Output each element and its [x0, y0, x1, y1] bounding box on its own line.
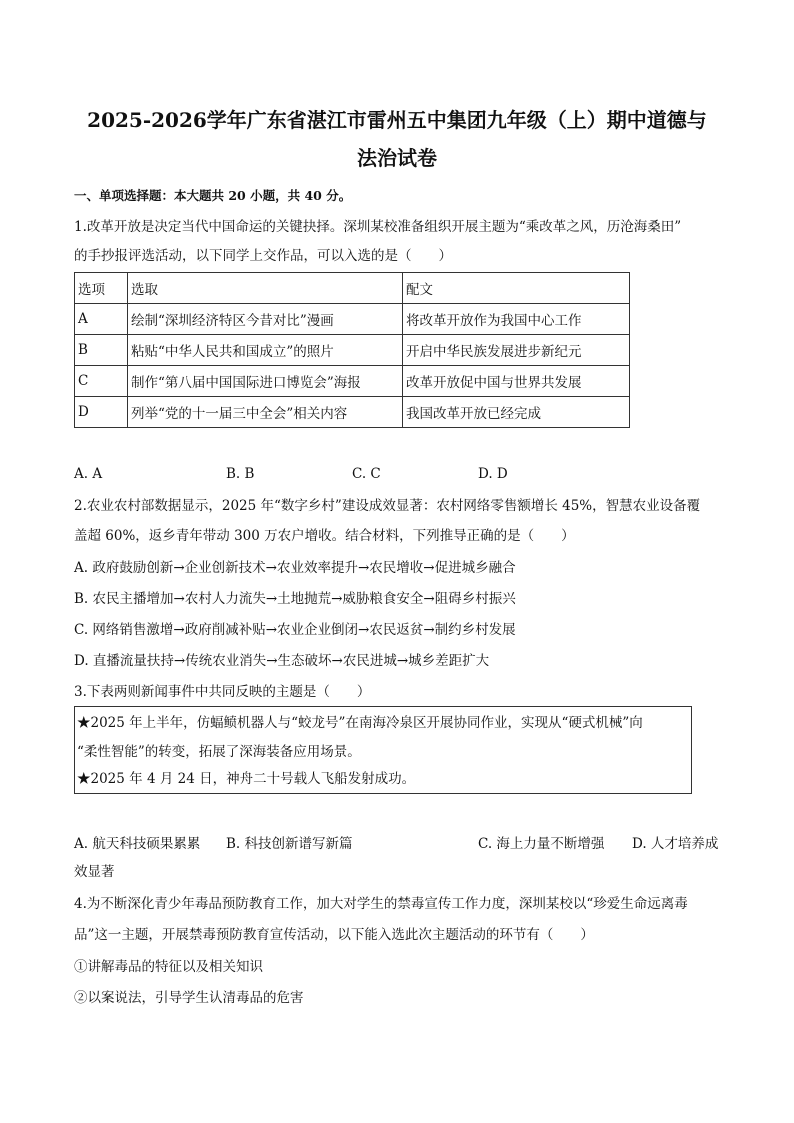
- table-header-cell: 选取: [128, 273, 403, 304]
- table-cell: 列举“党的十一届三中全会”相关内容: [128, 397, 403, 428]
- q3-news-line3: ★2025 年 4 月 24 日，神舟二十号载人飞船发射成功。: [77, 771, 416, 787]
- q3-news-box: [74, 706, 692, 794]
- table-cell: 粘贴“中华人民共和国成立”的照片: [128, 335, 403, 366]
- q2-option-a: A. 政府鼓励创新→企业创新技术→农业效率提升→农民增收→促进城乡融合: [74, 560, 516, 576]
- choice-a: A. 航天科技硕果累累: [74, 836, 201, 852]
- table-header-cell: 选项: [75, 273, 128, 304]
- table-cell: B: [75, 335, 128, 366]
- table-cell: 制作“第八届中国国际进口博览会”海报: [128, 366, 403, 397]
- q2-option-b: B. 农民主播增加→农村人力流失→土地抛荒→威胁粮食安全→阻碍乡村振兴: [74, 591, 516, 607]
- q1-stem-line2: 的手抄报评选活动，以下同学上交作品，可以入选的是（ ）: [74, 248, 452, 264]
- choice-d: D. 人才培养成: [632, 836, 719, 852]
- q3-choice-d-wrap: 效显著: [74, 864, 115, 880]
- q1-options-table: [74, 272, 630, 428]
- q2-option-d: D. 直播流量扶持→传统农业消失→生态破坏→农民进城→城乡差距扩大: [74, 653, 490, 669]
- q3-news-line1: ★2025 年上半年，仿蝠鲼机器人与“蛟龙号”在南海冷泉区开展协同作业，实现从“硬式机械”向: [77, 715, 643, 731]
- q4-stem-line1: 4.为不断深化青少年毒品预防教育工作，加大对学生的禁毒宣传工作力度，深圳某校以“珍爱生命远离毒: [74, 896, 688, 912]
- table-header-cell: 配文: [403, 273, 630, 304]
- table-cell: 改革开放促中国与世界共发展: [403, 366, 630, 397]
- q2-stem-line1: 2.农业农村部数据显示，2025 年“数字乡村”建设成效显著：农村网络零售额增长 45%，智慧农业设备覆: [74, 498, 701, 514]
- table-cell: 我国改革开放已经完成: [403, 397, 630, 428]
- q2-option-c: C. 网络销售激增→政府削减补贴→农业企业倒闭→农民返贫→制约乡村发展: [74, 622, 516, 638]
- choice-a: A. A: [74, 466, 103, 482]
- choice-c: C. 海上力量不断增强: [478, 836, 605, 852]
- section-heading: 一、单项选择题：本大题共 20 小题，共 40 分。: [74, 188, 352, 203]
- q4-item-1: ①讲解毒品的特征以及相关知识: [74, 959, 263, 975]
- q3-news-line2: “柔性智能”的转变，拓展了深海装备应用场景。: [77, 744, 361, 760]
- table-cell: A: [75, 304, 128, 335]
- exam-title-line2: 法治试卷: [357, 146, 437, 170]
- exam-title-line1: 2025-2026学年广东省湛江市雷州五中集团九年级（上）期中道德与: [87, 108, 707, 132]
- choice-b: B. 科技创新谱写新篇: [226, 836, 353, 852]
- table-row: [75, 366, 630, 397]
- table-cell: D: [75, 397, 128, 428]
- choice-b: B. B: [226, 466, 255, 482]
- table-cell: 开启中华民族发展进步新纪元: [403, 335, 630, 366]
- choice-d: D. D: [478, 466, 508, 482]
- table-cell: 将改革开放作为我国中心工作: [403, 304, 630, 335]
- table-header-row: [75, 273, 630, 304]
- table-cell: C: [75, 366, 128, 397]
- q3-stem: 3.下表两则新闻事件中共同反映的主题是（ ）: [74, 684, 371, 700]
- q1-stem-line1: 1.改革开放是决定当代中国命运的关键抉择。深圳某校准备组织开展主题为“乘改革之风，历沧海桑田”: [74, 219, 682, 235]
- q4-stem-line2: 品”这一主题，开展禁毒预防教育宣传活动，以下能入选此次主题活动的环节有（ ）: [74, 927, 594, 943]
- table-row: [75, 397, 630, 428]
- q4-item-2: ②以案说法，引导学生认清毒品的危害: [74, 990, 304, 1006]
- table-cell: 绘制“深圳经济特区今昔对比”漫画: [128, 304, 403, 335]
- choice-c: C. C: [352, 466, 381, 482]
- table-row: [75, 304, 630, 335]
- q2-stem-line2: 盖超 60%，返乡青年带动 300 万农户增收。结合材料，下列推导正确的是（ ）: [74, 528, 575, 544]
- table-row: [75, 335, 630, 366]
